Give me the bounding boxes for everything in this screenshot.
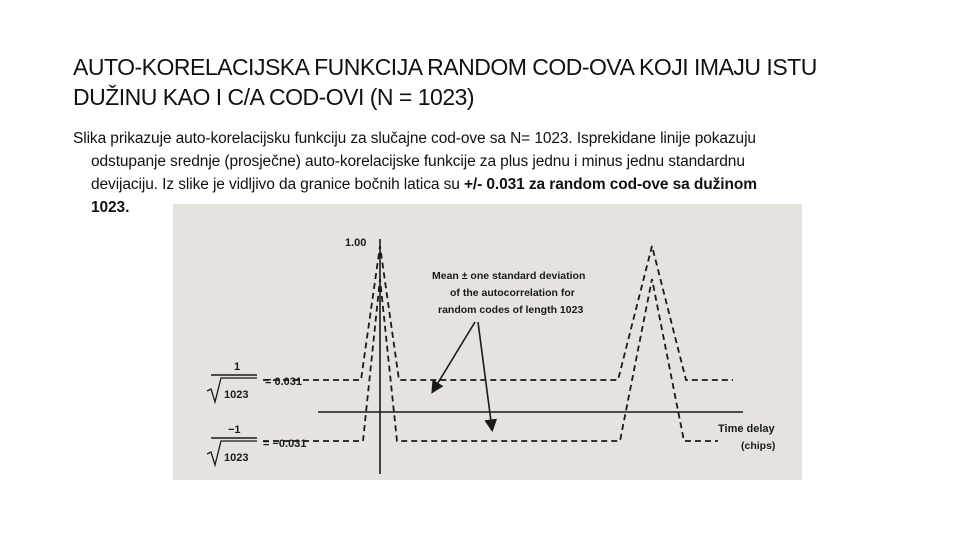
slide-title-line-2: DUŽINU KAO I C/A COD-OVI (N = 1023) [73,84,475,110]
paragraph-line-2: odstupanje srednje (prosječne) auto-korelacijske funkcije za plus jednu i minus jednu standardnu [91,153,745,170]
paragraph-line-3-bold: +/- 0.031 za random cod-ove sa dužinom [463,176,757,193]
upper-bound-numerator: 1 [234,361,241,373]
upper-bound-value: = 0.031 [265,376,303,388]
annotation-line-3: random codes of length 1023 [438,304,584,316]
lower-bound-denominator: 1023 [224,452,249,464]
x-axis-label-line-2: (chips) [741,440,776,452]
upper-bound-label [207,361,302,402]
paragraph-line-4-bold: 1023. [91,199,130,216]
annotation-line-1: Mean ± one standard deviation [432,270,586,282]
peak-value-label: 1.00 [345,237,367,249]
paragraph-line-3-text: devijaciju. Iz slike je vidljivo da granice bočnih latica su [91,176,464,193]
paragraph-line-1: Slika prikazuje auto-korelacijsku funkciju za slučajne cod-ove sa N= 1023. Isprekidane linije pokazuju [73,130,756,147]
annotation-line-2: of the autocorrelation for [450,287,575,299]
slide-title [73,52,903,112]
annotation-arrow-right [478,322,492,429]
upper-bound-denominator: 1023 [224,389,249,401]
lower-bound-value: = −0.031 [263,438,307,450]
lower-bound-label [207,424,306,465]
lower-bound-numerator: −1 [228,424,241,436]
slide-title-line-1: AUTO-KORELACIJSKA FUNKCIJA RANDOM COD-OVA KOJI IMAJU ISTU [73,54,817,80]
autocorrelation-figure [173,204,802,480]
autocorrelation-plot [173,204,802,480]
paragraph-line-3 [73,173,903,196]
x-axis-label-line-1: Time delay [718,423,775,435]
